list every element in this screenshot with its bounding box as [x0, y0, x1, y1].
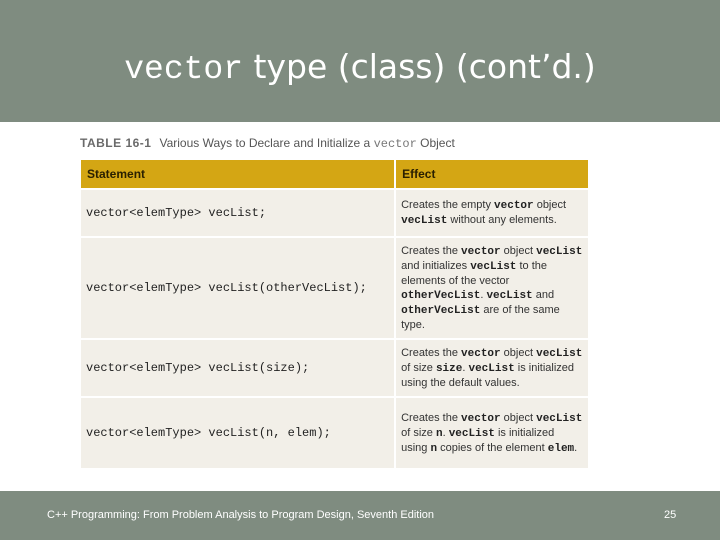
- effect-text: .: [462, 362, 469, 374]
- header-effect: Effect: [396, 160, 588, 188]
- effect-code: vector: [494, 200, 534, 212]
- table-caption: [80, 136, 455, 151]
- effect-text: Creates the: [401, 245, 462, 257]
- effect-code: n: [430, 442, 438, 455]
- effect-code: vecList: [536, 246, 583, 258]
- effect-text: of size: [401, 426, 436, 439]
- effect-text: .: [442, 426, 449, 439]
- effect-text: object: [533, 199, 567, 211]
- effect-code: otherVecList: [401, 290, 481, 302]
- effect-text: are of the same type.: [401, 304, 560, 331]
- effect-text: Creates the: [401, 411, 462, 424]
- table-caption-label: TABLE 16-1: [80, 136, 152, 150]
- effect-code: vecList: [448, 427, 495, 440]
- slide-title-code: vector: [124, 51, 244, 88]
- effect-text: Creates the: [401, 347, 462, 359]
- effect-text: .: [574, 441, 578, 454]
- effect-text: .: [480, 289, 487, 301]
- effect-text: without any elements.: [447, 214, 557, 226]
- effect-text: to the elements of the vector: [401, 260, 547, 287]
- effect-cell: [396, 238, 588, 338]
- effect-text: is initialized using: [401, 426, 555, 454]
- effect-text: and: [532, 289, 555, 301]
- footer-text: C++ Programming: From Problem Analysis to Program Design, Seventh Edition: [47, 509, 434, 521]
- effect-text: object: [500, 411, 537, 424]
- effect-code: size: [435, 363, 463, 375]
- table-caption-text: Various Ways to Declare and Initialize a: [159, 136, 374, 150]
- table-row: [81, 238, 588, 338]
- effect-code: vecList: [536, 348, 583, 360]
- effect-code: otherVecList: [401, 305, 481, 317]
- effect-text: is initialized using the default values.: [401, 362, 575, 389]
- effect-text: and initializes: [401, 260, 471, 272]
- effect-code: vecList: [470, 261, 517, 273]
- slide-title: [0, 45, 720, 92]
- effect-text: object: [500, 245, 537, 257]
- effect-code: vecList: [536, 412, 583, 425]
- statement-cell: vector<elemType> vecList(n, elem);: [81, 398, 394, 468]
- effect-code: vector: [461, 246, 501, 258]
- slide-title-text: type (class) (cont’d.): [243, 47, 596, 86]
- effect-code: n: [435, 427, 443, 440]
- effect-code: vector: [461, 348, 501, 360]
- table-row: [81, 340, 588, 396]
- header-statement: Statement: [81, 160, 394, 188]
- effect-code: vector: [461, 412, 501, 425]
- effect-cell: [396, 398, 588, 468]
- effect-code: vecList: [468, 363, 515, 375]
- effect-code: elem: [547, 442, 575, 455]
- statement-cell: vector<elemType> vecList(otherVecList);: [81, 238, 394, 338]
- effect-code: vecList: [401, 215, 448, 227]
- effect-cell: [396, 340, 588, 396]
- effect-text: Creates the empty: [401, 199, 495, 211]
- table-row: [81, 398, 588, 468]
- effect-text: of size: [401, 362, 436, 374]
- statement-cell: vector<elemType> vecList(size);: [81, 340, 394, 396]
- declaration-table: [79, 158, 590, 470]
- effect-text: object: [500, 347, 537, 359]
- table-caption-code: vector: [373, 137, 417, 151]
- effect-cell: [396, 190, 588, 236]
- table-caption-end: Object: [416, 136, 455, 150]
- statement-cell: vector<elemType> vecList;: [81, 190, 394, 236]
- effect-text: copies of the element: [437, 441, 548, 454]
- page-number: 25: [664, 509, 677, 521]
- effect-code: vecList: [486, 290, 533, 302]
- table-header-row: [81, 160, 588, 188]
- table-row: [81, 190, 588, 236]
